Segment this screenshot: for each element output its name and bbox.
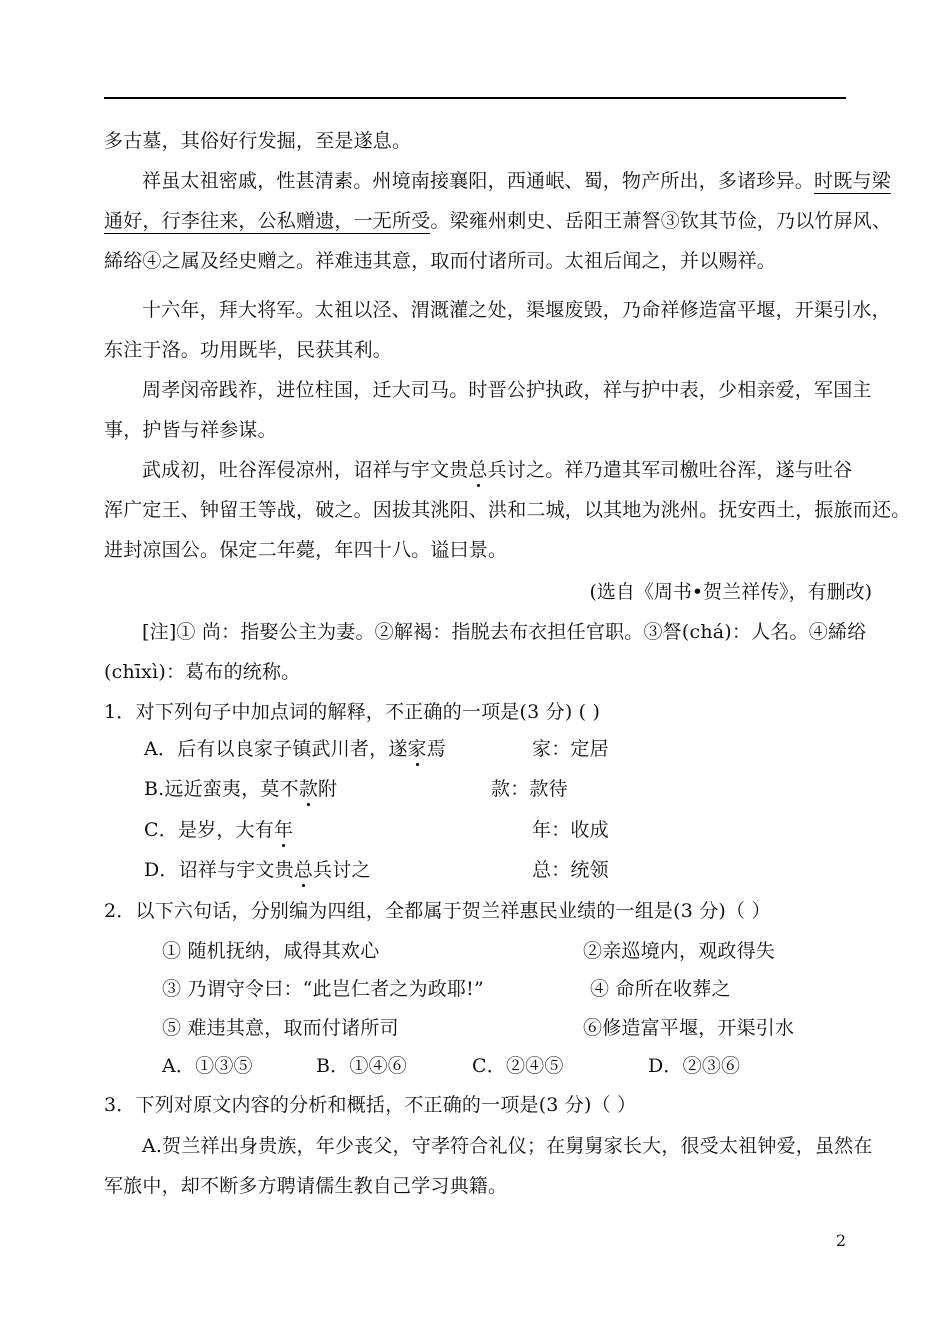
text-line: 浑广定王、钟留王等战，破之。因拔其洮阳、洪和二城，以其地为洮州。抚安西土，振旅而还。 — [104, 499, 911, 521]
header-rule — [104, 97, 846, 99]
question-3-stem: 3．下列对原文内容的分析和概括，不正确的一项是(3 分)（ ） — [104, 1094, 637, 1116]
q2-sentence-5: ⑤ 难违其意，取而付诸所司 — [162, 1017, 399, 1039]
question-1-stem: 1．对下列句子中加点词的解释，不正确的一项是(3 分) ( ) — [104, 701, 601, 723]
q1-option-a: A．后有以良家子镇武川者，遂家焉 — [144, 738, 446, 760]
q1-option-b: B.远近蛮夷，莫不款附 — [144, 778, 338, 800]
q1-gloss-c: 年：收成 — [532, 819, 609, 841]
dotted-char: 总 — [468, 459, 488, 481]
text-line: 祥虽太祖密戚，性甚清素。州境南接襄阳，西通岷、蜀，物产所出，多诸珍异。时既与梁 — [142, 170, 891, 192]
q2-option-c: C．②④⑤ — [472, 1055, 564, 1077]
source-citation: (选自《周书•贺兰祥传》，有删改) — [589, 581, 872, 603]
q1-gloss-b: 款：款待 — [491, 778, 568, 800]
q3-option-a-cont: 军旅中，却不断多方聘请儒生教自己学习典籍。 — [104, 1175, 508, 1197]
question-2-stem: 2．以下六句话，分别编为四组，全都属于贺兰祥惠民业绩的一组是(3 分)（ ） — [104, 900, 771, 922]
q1-option-c: C．是岁，大有年 — [144, 819, 294, 841]
text-line: 周孝闵帝践祚，进位柱国，迁大司马。时晋公护执政，祥与护中表，少相亲爱，军国主 — [142, 379, 872, 401]
q1-gloss-a: 家：定居 — [532, 738, 609, 760]
q2-sentence-3: ③ 乃谓守令曰：“此岂仁者之为政耶!” — [162, 978, 484, 1000]
q2-option-b: B．①④⑥ — [316, 1055, 407, 1077]
q1-option-d: D．诏祥与宇文贵总兵讨之 — [144, 859, 371, 881]
dotted-char: 年 — [273, 819, 294, 841]
text-line: 多古墓，其俗好行发掘，至是遂息。 — [104, 130, 412, 152]
underlined-sentence: 通好，行李往来，公私赠遗，一无所受 — [104, 210, 431, 232]
q2-option-d: D．②③⑥ — [648, 1055, 741, 1077]
text-line: 十六年，拜大将军。太祖以泾、渭溉灌之处，渠堰废毁，乃命祥修造富平堰，开渠引水， — [142, 299, 891, 321]
text-line: 东注于洛。功用既毕，民获其利。 — [104, 339, 393, 361]
q2-sentence-1: ① 随机抚纳，咸得其欢心 — [162, 940, 380, 962]
q3-option-a: A.贺兰祥出身贵族，年少丧父，守孝符合礼仪；在舅舅家长大，很受太祖钟爱，虽然在 — [142, 1135, 873, 1157]
text-line: 絺绤④之属及经史赠之。祥难违其意，取而付诸所司。太祖后闻之，并以赐祥。 — [104, 250, 777, 272]
text-line: 进封凉国公。保定二年薨，年四十八。谥曰景。 — [104, 539, 508, 561]
text-line: 事，护皆与祥参谋。 — [104, 419, 277, 441]
dotted-char: 总 — [293, 859, 314, 881]
dotted-char: 款 — [298, 778, 319, 800]
q1-gloss-d: 总：统领 — [532, 859, 609, 881]
text-line: 通好，行李往来，公私赠遗，一无所受。梁雍州刺史、岳阳王萧詧③钦其节俭，乃以竹屏风、 — [104, 210, 892, 232]
text-line: 武成初，吐谷浑侵凉州，诏祥与宇文贵总兵讨之。祥乃遣其军司檄吐谷浑，遂与吐谷 — [142, 459, 853, 481]
note-line: (chīxì)：葛布的统称。 — [104, 661, 301, 683]
page-number: 2 — [835, 1231, 846, 1250]
q2-option-a: A．①③⑤ — [162, 1055, 253, 1077]
dotted-char: 家 — [407, 738, 427, 760]
underlined-sentence: 时既与梁 — [814, 170, 891, 192]
q2-sentence-4: ④ 命所在收葬之 — [590, 978, 731, 1000]
q2-sentence-6: ⑥修造富平堰，开渠引水 — [583, 1017, 795, 1039]
note-line: [注]① 尚：指娶公主为妻。②解褐：指脱去布衣担任官职。③詧(chá)：人名。④絺绤 — [142, 621, 867, 643]
q2-sentence-2: ②亲巡境内，观政得失 — [583, 940, 776, 962]
